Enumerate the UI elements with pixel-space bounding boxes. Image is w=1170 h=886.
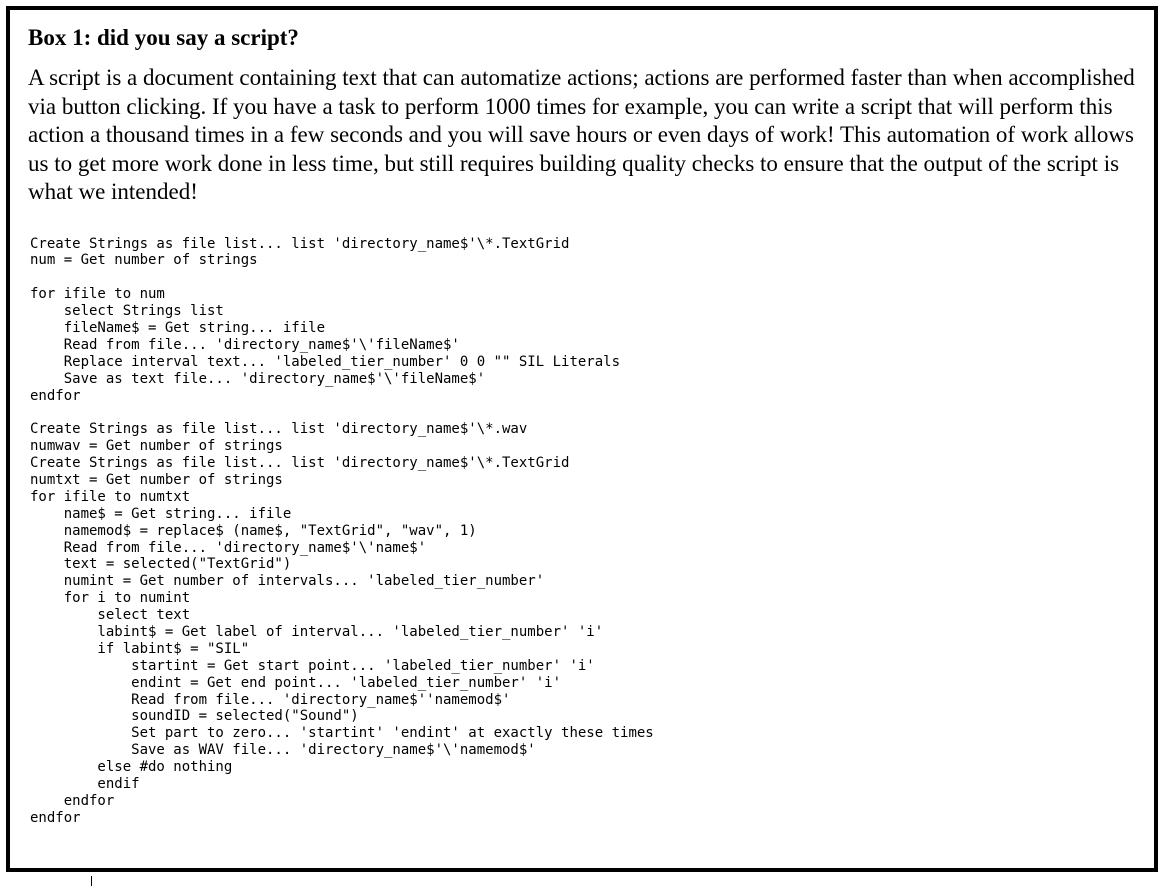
code-line: select Strings list xyxy=(30,303,224,320)
code-line: Read from file... 'directory_name$''namemod$' xyxy=(30,691,511,708)
code-line: Save as WAV file... 'directory_name$'\'namemod$' xyxy=(30,742,536,759)
code-line: for ifile to numtxt xyxy=(30,488,191,505)
code-line: endfor xyxy=(30,809,81,826)
code-line: name$ = Get string... ifile xyxy=(30,505,292,522)
code-block xyxy=(30,236,1136,827)
code-line: endint = Get end point... 'labeled_tier_number' 'i' xyxy=(30,674,562,691)
code-line: Create Strings as file list... list 'directory_name$'\*.TextGrid xyxy=(30,455,570,472)
code-line: if labint$ = "SIL" xyxy=(30,640,250,657)
script-box xyxy=(6,6,1158,872)
code-line: Set part to zero... 'startint' 'endint' at exactly these times xyxy=(30,725,654,742)
code-line: Create Strings as file list... list 'directory_name$'\*.TextGrid xyxy=(30,235,570,252)
code-line: for i to numint xyxy=(30,590,191,607)
stray-mark xyxy=(91,876,92,886)
code-line: Save as text file... 'directory_name$'\'fileName$' xyxy=(30,370,486,387)
code-line: numint = Get number of intervals... 'labeled_tier_number' xyxy=(30,573,545,590)
code-line: startint = Get start point... 'labeled_tier_number' 'i' xyxy=(30,657,595,674)
code-line: text = selected("TextGrid") xyxy=(30,556,292,573)
code-line: soundID = selected("Sound") xyxy=(30,708,359,725)
code-line: endfor xyxy=(30,792,115,809)
code-line: fileName$ = Get string... ifile xyxy=(30,319,326,336)
box-title: Box 1: did you say a script? xyxy=(28,25,299,50)
code-line: else #do nothing xyxy=(30,759,233,776)
code-line: Create Strings as file list... list 'directory_name$'\*.wav xyxy=(30,421,528,438)
code-line xyxy=(30,269,1136,286)
box-paragraph: A script is a document containing text that can automatize actions; actions are performed faster than when accomplished via button clicking. If you have a task to perform 1000 times for example, you can write a script that will perform this action a thousand times in a few seconds and you will save hours or even days of work! This automation of work allows us to get more work done in less time, but still requires building quality checks to ensure that the output of the script is what we intended! xyxy=(28,65,1135,204)
code-line: namemod$ = replace$ (name$, "TextGrid", "wav", 1) xyxy=(30,522,477,539)
code-line: numwav = Get number of strings xyxy=(30,438,283,455)
code-line: numtxt = Get number of strings xyxy=(30,471,283,488)
code-line xyxy=(30,404,1136,421)
code-line: select text xyxy=(30,607,191,624)
code-line: Read from file... 'directory_name$'\'fileName$' xyxy=(30,336,460,353)
code-line: endif xyxy=(30,776,140,792)
code-line: for ifile to num xyxy=(30,286,165,303)
code-line: endfor xyxy=(30,387,81,404)
code-line: labint$ = Get label of interval... 'labeled_tier_number' 'i' xyxy=(30,623,604,640)
code-line: Read from file... 'directory_name$'\'name$' xyxy=(30,539,427,556)
code-line: Replace interval text... 'labeled_tier_number' 0 0 "" SIL Literals xyxy=(30,353,621,370)
code-line: num = Get number of strings xyxy=(30,252,258,269)
